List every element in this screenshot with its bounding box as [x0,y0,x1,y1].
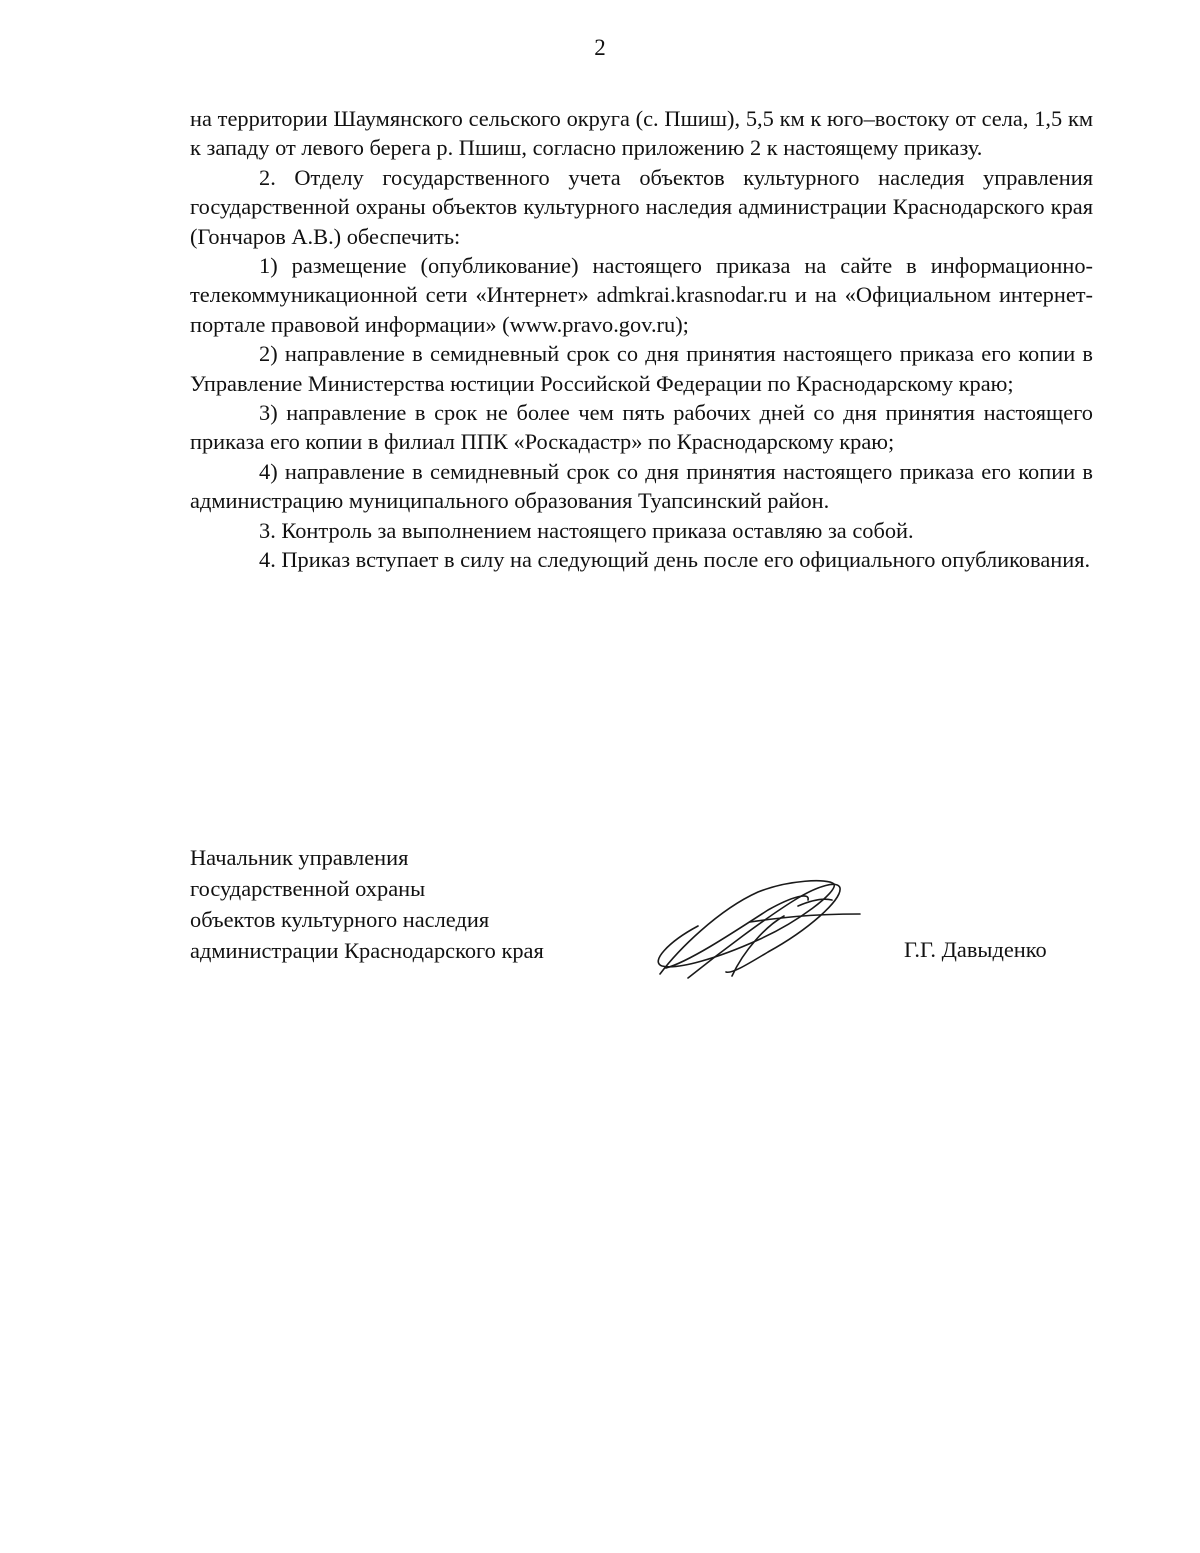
paragraph-subitem-3: 3) направление в срок не более чем пять рабочих дней со дня принятия настоящего приказа его копии в филиал ППК «Роскадастр» по Краснодарскому краю; [190,400,1093,455]
paragraph-subitem-2: 2) направление в семидневный срок со дня принятия настоящего приказа его копии в Управление Министерства юстиции Российской Федерации по Краснодарскому краю; [190,341,1093,396]
signer-position-line: Начальник управления [190,845,409,870]
signer-position-line: государственной охраны [190,876,426,901]
signer-position-line: администрации Краснодарского края [190,938,544,963]
paragraph-continuation: на территории Шаумянского сельского округа (с. Пшиш), 5,5 км к юго–востоку от села, 1,5 км к западу от левого берега р. Пшиш, согласно приложению 2 к настоящему приказу. [190,106,1093,161]
signer-name: Г.Г. Давыденко [904,937,1047,962]
paragraph-item-4: 4. Приказ вступает в силу на следующий день после его официального опубликования. [259,547,1091,573]
paragraph-subitem-4: 4) направление в семидневный срок со дня принятия настоящего приказа его копии в администрацию муниципального образования Туапсинский район. [190,458,1093,514]
page-number: 2 [594,35,606,60]
paragraph-item-2: 2. Отделу государственного учета объектов культурного наследия управления государственной охраны объектов культурного наследия администрации Краснодарского края (Гончаров А.В.) обеспечить: [190,164,1093,249]
signer-position [190,842,544,966]
document-body [190,104,1093,575]
paragraph-item-3: 3. Контроль за выполнением настоящего приказа оставляю за собой. [259,517,914,543]
paragraph-subitem-1: 1) размещение (опубликование) настоящего приказа на сайте в информационно-телекоммуникационной сети «Интернет» admkrai.krasnodar.ru и на «Официальном интернет-портале правовой информации» (www.pravo.gov.ru); [190,253,1093,337]
handwritten-signature [648,870,878,990]
signer-position-line: объектов культурного наследия [190,907,490,932]
